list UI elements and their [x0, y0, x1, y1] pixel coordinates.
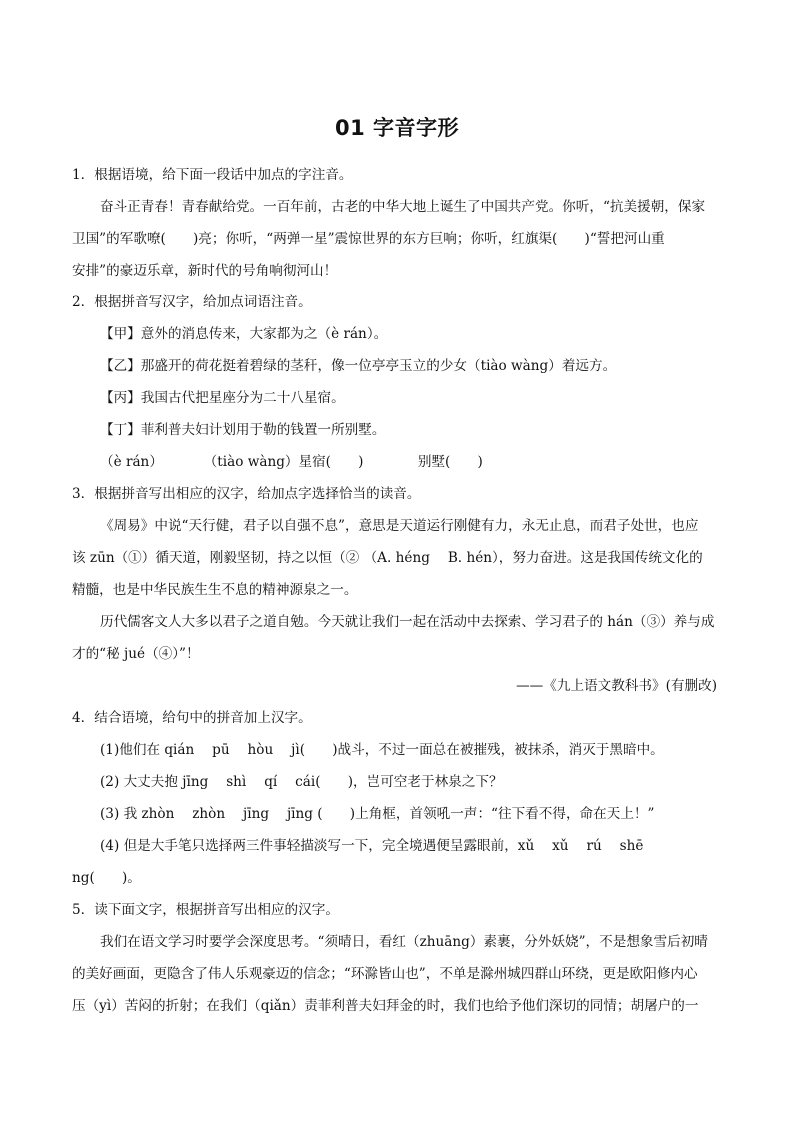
- item-yi: 【乙】那盛开的荷花挺着碧绿的茎秆，像一位亭亭玉立的少女（tiào wàng）着远方。: [100, 358, 617, 374]
- item-ding: 【丁】菲利普夫妇计划用于勒的钱置一所别墅。: [100, 422, 386, 438]
- sub-item-4-continued: ng( )。: [72, 870, 141, 886]
- item-bing: 【丙】我国古代把星座分为二十八星宿。: [100, 390, 345, 406]
- paragraph-line: 安排”的豪迈乐章，新时代的号角响彻河山！: [72, 263, 338, 279]
- question-1-prompt: 1．根据语境，给下面一段话中加点的字注音。: [72, 167, 353, 183]
- paragraph-line: 《周易》中说“天行健，君子以自强不息”，意思是天道运行刚健有力，永无止息，而君子处世，也应: [100, 518, 699, 534]
- paragraph-line: 历代儒客文人大多以君子之道自勉。今天就让我们一起在活动中去探索、学习君子的 hán（③）养与成: [100, 614, 715, 630]
- question-4-prompt: 4．结合语境，给句中的拼音加上汉字。: [72, 710, 312, 726]
- paragraph-line: 才的“秘 jué（④）”！: [72, 646, 200, 662]
- sub-item-3: (3) 我 zhòn zhòn jīng jīng ( )上角框，首领吼一声：“往下看不得，命在天上！”: [100, 806, 655, 822]
- paragraph-line: 奋斗正青春！青春献给党。一百年前，古老的中华大地上诞生了中国共产党。你听，“抗美援朝，保家: [100, 199, 706, 215]
- paragraph-line: 该 zūn（①）循天道，刚毅坚韧，持之以恒（② （A. héng B. hén），努力奋进。这是我国传统文化的: [72, 550, 703, 566]
- answer-blanks: （è rán） （tiào wàng）星宿( ) 别墅( ): [100, 454, 483, 470]
- sub-item-1: (1)他们在 qián pū hòu jì( )战斗，不过一面总在被摧残，被抹杀，消灭于黑暗中。: [100, 742, 664, 758]
- paragraph-line: 卫国”的军歌嘹( )亮；你听，“两弹一星”震惊世界的东方巨响；你听，红旗渠( )“誓把河山重: [72, 231, 665, 247]
- paragraph-line: 我们在语文学习时要学会深度思考。“须晴日，看红（zhuāng）素裹，分外妖娆”，不是想象雪后初晴: [100, 934, 708, 950]
- source-citation: ——《九上语文教科书》(有删改): [516, 678, 717, 694]
- sub-item-4: (4) 但是大手笔只选择两三件事轻描淡写一下，完全境遇便呈露眼前，xǔ xǔ rú shē: [100, 838, 644, 854]
- question-3-prompt: 3．根据拼音写出相应的汉字，给加点字选择恰当的读音。: [72, 486, 421, 502]
- item-jia: 【甲】意外的消息传来，大家都为之（è rán）。: [100, 326, 388, 342]
- paragraph-line: 的美好画面，更隐含了伟人乐观豪迈的信念；“环滁皆山也”，不单是滁州城四群山环绕，更是欧阳修内心: [72, 966, 698, 982]
- sub-item-2: (2) 大丈夫抱 jīng shì qí cái( )，岂可空老于林泉之下？: [100, 774, 503, 790]
- question-2-prompt: 2．根据拼音写汉字，给加点词语注音。: [72, 294, 312, 310]
- paragraph-line: 精髓，也是中华民族生生不息的精神源泉之一。: [72, 582, 358, 598]
- paragraph-line: 压（yì）苦闷的折射；在我们（qiǎn）责菲利普夫妇拜金的时，我们也给予他们深切的同情；胡屠户的一: [72, 998, 699, 1014]
- page-title: 01 字音字形: [334, 116, 460, 140]
- question-5-prompt: 5．读下面文字，根据拼音写出相应的汉字。: [72, 902, 339, 918]
